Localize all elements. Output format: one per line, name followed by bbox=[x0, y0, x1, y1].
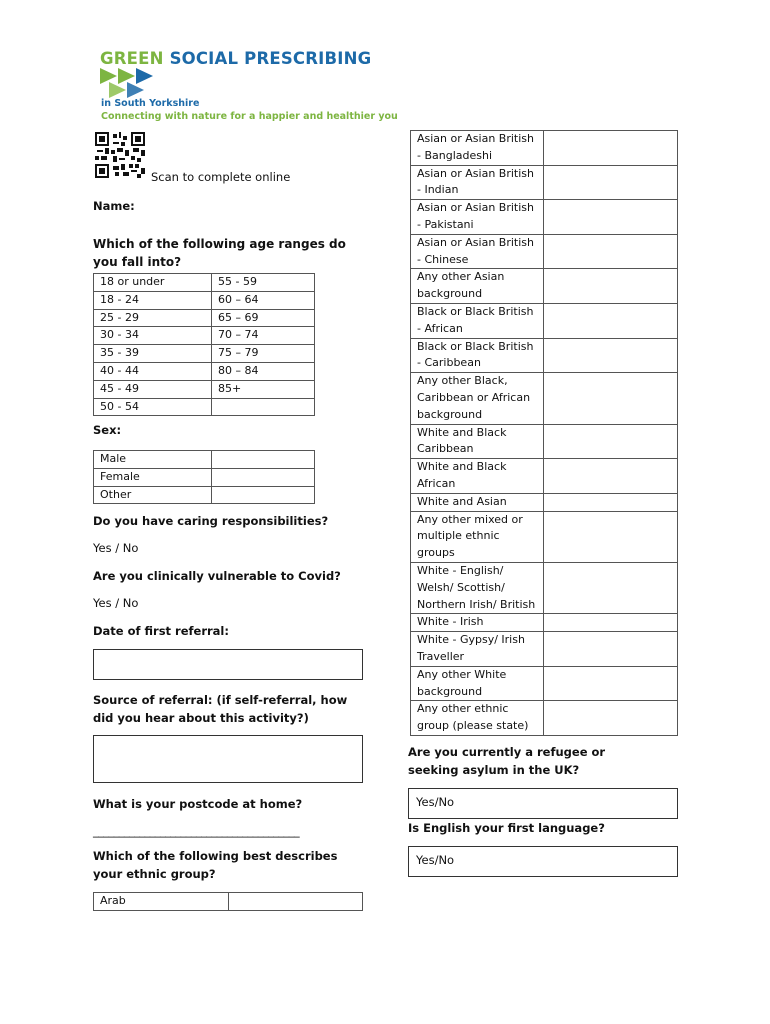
ethnic-row bbox=[411, 165, 678, 200]
ethnic-option: Black or Black British - Caribbean bbox=[411, 338, 544, 373]
ethnic-option: Asian or Asian British - Pakistani bbox=[411, 200, 544, 235]
ethnic-row bbox=[411, 234, 678, 269]
sex-table bbox=[93, 450, 315, 504]
age-row bbox=[94, 398, 315, 416]
sex-option: Female bbox=[94, 468, 212, 486]
ethnic-table bbox=[410, 130, 678, 736]
ethnic-option: Any other Black, Caribbean or African background bbox=[411, 373, 544, 424]
name-label: Name: bbox=[93, 199, 135, 213]
ethnic-row bbox=[411, 131, 678, 166]
postcode-line[interactable]: ________________________________________ bbox=[93, 824, 300, 838]
age-option[interactable] bbox=[212, 398, 315, 416]
ethnic-option: Any other Asian background bbox=[411, 269, 544, 304]
age-option[interactable]: 70 – 74 bbox=[212, 327, 315, 345]
age-option[interactable]: 30 - 34 bbox=[94, 327, 212, 345]
age-row bbox=[94, 309, 315, 327]
sex-row bbox=[94, 451, 315, 469]
ethnic-checkbox[interactable] bbox=[544, 373, 678, 424]
logo-subtitle: in South Yorkshire bbox=[101, 98, 200, 109]
sex-row bbox=[94, 468, 315, 486]
sex-option: Male bbox=[94, 451, 212, 469]
english-question: Is English your first language? bbox=[408, 821, 605, 835]
ethnic-row bbox=[411, 269, 678, 304]
age-option[interactable]: 45 - 49 bbox=[94, 380, 212, 398]
ethnic-table-arab bbox=[93, 892, 363, 911]
ethnic-option: White - Gypsy/ Irish Traveller bbox=[411, 632, 544, 667]
age-row bbox=[94, 380, 315, 398]
ethnic-option: Asian or Asian British - Bangladeshi bbox=[411, 131, 544, 166]
ethnic-checkbox[interactable] bbox=[544, 459, 678, 494]
age-option[interactable]: 60 – 64 bbox=[212, 291, 315, 309]
ethnic-option: Asian or Asian British - Indian bbox=[411, 165, 544, 200]
ethnic-option: White - English/ Welsh/ Scottish/ Northern Irish/ British bbox=[411, 562, 544, 613]
ethnic-checkbox[interactable] bbox=[544, 303, 678, 338]
age-option[interactable]: 55 - 59 bbox=[212, 274, 315, 292]
ethnic-checkbox[interactable] bbox=[544, 269, 678, 304]
ethnic-checkbox[interactable] bbox=[544, 511, 678, 562]
ethnic-checkbox[interactable] bbox=[544, 562, 678, 613]
qr-code-icon[interactable] bbox=[95, 132, 145, 178]
referral-source-label: Source of referral: (if self-referral, how did you hear about this activity?) bbox=[93, 693, 348, 725]
sex-row bbox=[94, 486, 315, 504]
sex-checkbox[interactable] bbox=[212, 468, 315, 486]
ethnic-option-arab: Arab bbox=[94, 893, 229, 911]
age-option[interactable]: 50 - 54 bbox=[94, 398, 212, 416]
ethnic-row bbox=[411, 562, 678, 613]
ethnic-row bbox=[411, 493, 678, 511]
ethnic-row bbox=[411, 338, 678, 373]
ethnic-row bbox=[411, 666, 678, 701]
age-option[interactable]: 25 - 29 bbox=[94, 309, 212, 327]
ethnic-checkbox[interactable] bbox=[544, 200, 678, 235]
age-option[interactable]: 65 – 69 bbox=[212, 309, 315, 327]
ethnic-option: Black or Black British - African bbox=[411, 303, 544, 338]
caring-question: Do you have caring responsibilities? bbox=[93, 514, 329, 528]
ethnic-checkbox[interactable] bbox=[544, 493, 678, 511]
referral-date-field[interactable] bbox=[93, 649, 363, 680]
ethnic-row bbox=[411, 459, 678, 494]
ethnic-row bbox=[411, 701, 678, 736]
age-option[interactable]: 35 - 39 bbox=[94, 345, 212, 363]
ethnic-row bbox=[411, 614, 678, 632]
sex-checkbox[interactable] bbox=[212, 451, 315, 469]
qr-caption: Scan to complete online bbox=[151, 170, 291, 184]
logo-title-blue: SOCIAL PRESCRIBING bbox=[169, 49, 372, 68]
ethnic-row bbox=[411, 511, 678, 562]
ethnic-checkbox-arab[interactable] bbox=[229, 893, 363, 911]
postcode-question: What is your postcode at home? bbox=[93, 797, 303, 811]
age-option[interactable]: 18 - 24 bbox=[94, 291, 212, 309]
ethnic-checkbox[interactable] bbox=[544, 666, 678, 701]
logo-title bbox=[100, 49, 371, 68]
age-row bbox=[94, 362, 315, 380]
age-option[interactable]: 85+ bbox=[212, 380, 315, 398]
covid-answer[interactable]: Yes / No bbox=[93, 596, 139, 610]
ethnic-option: Asian or Asian British - Chinese bbox=[411, 234, 544, 269]
ethnic-option: Any other White background bbox=[411, 666, 544, 701]
logo-title-green: GREEN bbox=[100, 49, 164, 68]
age-table bbox=[93, 273, 315, 416]
caring-answer[interactable]: Yes / No bbox=[93, 541, 139, 555]
ethnic-option: Any other mixed or multiple ethnic groups bbox=[411, 511, 544, 562]
refugee-answer-box[interactable] bbox=[408, 788, 678, 819]
ethnic-option: White and Black Caribbean bbox=[411, 424, 544, 459]
ethnic-question: Which of the following best describes your ethnic group? bbox=[93, 849, 338, 881]
ethnic-row bbox=[411, 373, 678, 424]
age-row bbox=[94, 345, 315, 363]
logo-tagline: Connecting with nature for a happier and healthier you bbox=[101, 111, 398, 122]
ethnic-row bbox=[411, 303, 678, 338]
ethnic-option: White - Irish bbox=[411, 614, 544, 632]
age-row bbox=[94, 274, 315, 292]
age-option[interactable]: 80 – 84 bbox=[212, 362, 315, 380]
ethnic-checkbox[interactable] bbox=[544, 131, 678, 166]
ethnic-option: White and Black African bbox=[411, 459, 544, 494]
english-answer-box[interactable] bbox=[408, 846, 678, 877]
ethnic-checkbox[interactable] bbox=[544, 165, 678, 200]
ethnic-row-arab bbox=[94, 893, 363, 911]
ethnic-row bbox=[411, 632, 678, 667]
ethnic-row bbox=[411, 200, 678, 235]
ethnic-checkbox[interactable] bbox=[544, 338, 678, 373]
logo-arrows-icon bbox=[100, 68, 160, 98]
ethnic-checkbox[interactable] bbox=[544, 701, 678, 736]
age-option[interactable]: 18 or under bbox=[94, 274, 212, 292]
covid-question: Are you clinically vulnerable to Covid? bbox=[93, 569, 341, 583]
age-row bbox=[94, 291, 315, 309]
english-answer: Yes/No bbox=[416, 853, 455, 867]
ethnic-checkbox[interactable] bbox=[544, 614, 678, 632]
ethnic-checkbox[interactable] bbox=[544, 234, 678, 269]
age-row bbox=[94, 327, 315, 345]
ethnic-option: Any other ethnic group (please state) bbox=[411, 701, 544, 736]
age-question: Which of the following age ranges do you fall into? bbox=[93, 237, 346, 269]
refugee-answer: Yes/No bbox=[416, 795, 455, 809]
age-option[interactable]: 75 – 79 bbox=[212, 345, 315, 363]
referral-date-label: Date of first referral: bbox=[93, 624, 229, 638]
ethnic-checkbox[interactable] bbox=[544, 424, 678, 459]
sex-checkbox[interactable] bbox=[212, 486, 315, 504]
ethnic-checkbox[interactable] bbox=[544, 632, 678, 667]
referral-source-field[interactable] bbox=[93, 735, 363, 783]
ethnic-row bbox=[411, 424, 678, 459]
refugee-question: Are you currently a refugee or seeking asylum in the UK? bbox=[408, 745, 606, 777]
age-option[interactable]: 40 - 44 bbox=[94, 362, 212, 380]
sex-option: Other bbox=[94, 486, 212, 504]
sex-label: Sex: bbox=[93, 423, 122, 437]
ethnic-option: White and Asian bbox=[411, 493, 544, 511]
